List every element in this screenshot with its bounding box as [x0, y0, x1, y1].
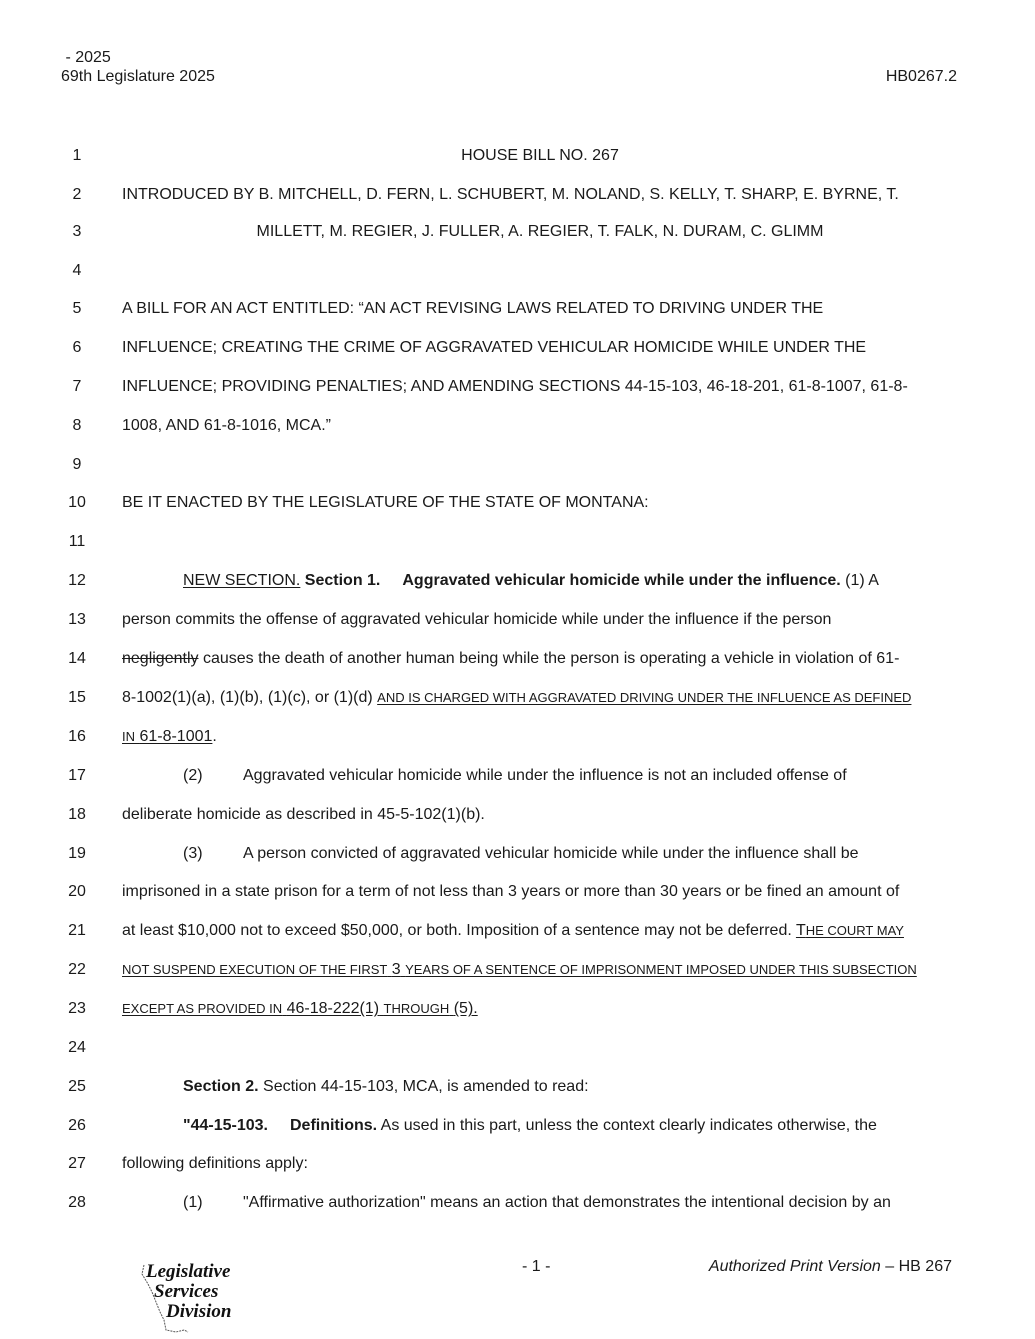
- section-text: [122, 647, 899, 671]
- bill-line: [0, 608, 1035, 632]
- page-number: - 1 -: [522, 1258, 551, 1275]
- bill-line: [0, 414, 1035, 438]
- section-text: deliberate homicide as described in 45-5-102(1)(b).: [122, 806, 485, 823]
- line-number: 2: [72, 186, 82, 203]
- bill-line: [0, 453, 1035, 477]
- bill-line: [0, 803, 1035, 827]
- line-number: 8: [72, 417, 82, 434]
- line-number: 9: [72, 456, 82, 473]
- section-text: person commits the offense of aggravated vehicular homicide while under the influence if the person: [122, 611, 832, 628]
- section-text-rest: causes the death of another human being while the person is operating a vehicle in violation of 61-: [202, 650, 900, 667]
- section-title: Aggravated vehicular homicide while under the influence.: [402, 572, 841, 589]
- line-number: 28: [68, 1194, 86, 1211]
- bill-line: [0, 530, 1035, 554]
- bill-line: [0, 569, 1035, 593]
- bill-line: [0, 297, 1035, 321]
- section-number: Section 1.: [304, 572, 381, 589]
- session-info: [61, 48, 215, 86]
- section-text: IN 61-8-1001.: [122, 728, 217, 745]
- subsection-text: (1) "Affirmative authorization" means an action that demonstrates the intentional decision by an: [183, 1191, 891, 1215]
- bill-line: [0, 647, 1035, 671]
- section-text: following definitions apply:: [122, 1155, 308, 1172]
- logo-line-division: Division: [166, 1301, 232, 1322]
- section-heading: Section 2. Section 44-15-103, MCA, is amended to read:: [183, 1078, 589, 1095]
- stricken-text: negligently: [122, 650, 199, 667]
- section-text: imprisoned in a state prison for a term of not less than 3 years or more than 30 years or be fined an amount of: [122, 883, 900, 900]
- bill-title: HOUSE BILL NO. 267: [461, 147, 619, 164]
- line-number: 24: [68, 1039, 86, 1056]
- act-title-text: A BILL FOR AN ACT ENTITLED: “AN ACT REVISING LAWS RELATED TO DRIVING UNDER THE: [122, 300, 824, 317]
- line-number: 12: [68, 572, 86, 589]
- line-number: 17: [68, 767, 86, 784]
- bill-line: [0, 1152, 1035, 1176]
- bill-line: [0, 1114, 1035, 1138]
- line-number: 23: [68, 1000, 86, 1017]
- enacting-clause: BE IT ENACTED BY THE LEGISLATURE OF THE STATE OF MONTANA:: [122, 494, 649, 511]
- logo-line-legislative: Legislative: [146, 1261, 231, 1282]
- line-number: 7: [72, 378, 82, 395]
- bill-line: [0, 375, 1035, 399]
- bill-line: [0, 880, 1035, 904]
- line-number: 15: [68, 689, 86, 706]
- sponsors-text: INTRODUCED BY B. MITCHELL, D. FERN, L. SCHUBERT, M. NOLAND, S. KELLY, T. SHARP, E. BYRNE, T.: [122, 186, 899, 203]
- line-number: 3: [72, 223, 82, 240]
- authorized-print-label: Authorized Print Version – HB 267: [708, 1258, 952, 1275]
- section-text: at least $10,000 not to exceed $50,000, or both. Imposition of a sentence may not be deferred. THE COURT MAY: [122, 922, 904, 939]
- inserted-text: AND IS CHARGED WITH AGGRAVATED DRIVING UNDER THE INFLUENCE AS DEFINED: [377, 690, 912, 705]
- line-number: 5: [72, 300, 82, 317]
- bill-line: [0, 997, 1035, 1021]
- line-number: 4: [72, 262, 82, 279]
- bill-line: [0, 919, 1035, 943]
- bill-line: [0, 764, 1035, 788]
- legislative-services-logo: [136, 1262, 246, 1336]
- line-number: 16: [68, 728, 86, 745]
- bill-line: [0, 491, 1035, 515]
- line-number: 11: [68, 533, 86, 550]
- line-number: 27: [68, 1155, 86, 1172]
- line-number: 6: [72, 339, 82, 356]
- statute-code: 44-15-103.: [190, 1117, 268, 1134]
- line-number: 20: [68, 883, 86, 900]
- inserted-text: NOT SUSPEND EXECUTION OF THE FIRST 3 YEARS OF A SENTENCE OF IMPRISONMENT IMPOSED UNDER THIS SUBSECTION: [122, 961, 917, 978]
- bill-version-id: HB0267.2: [885, 68, 957, 85]
- act-title-text: INFLUENCE; CREATING THE CRIME OF AGGRAVATED VEHICULAR HOMICIDE WHILE UNDER THE: [122, 339, 867, 356]
- line-number: 14: [68, 650, 86, 667]
- bill-line: [0, 144, 1035, 168]
- line-number: 10: [68, 494, 86, 511]
- bill-line: [0, 1191, 1035, 1215]
- inserted-text: IN 61-8-1001: [122, 728, 213, 745]
- statute-title: Definitions.: [289, 1117, 378, 1134]
- subsection-number: (2): [183, 767, 203, 784]
- sponsors-text: MILLETT, M. REGIER, J. FULLER, A. REGIER, T. FALK, N. DURAM, C. GLIMM: [256, 223, 824, 240]
- line-number: 1: [72, 147, 82, 164]
- bill-line: [0, 336, 1035, 360]
- line-number: 19: [68, 845, 86, 862]
- line-number: 26: [68, 1117, 86, 1134]
- bill-line: [0, 220, 1035, 244]
- act-title-text: INFLUENCE; PROVIDING PENALTIES; AND AMENDING SECTIONS 44-15-103, 46-18-201, 61-8-1007, 61-8-: [122, 378, 908, 395]
- section-text: (1) A: [845, 572, 879, 589]
- legislature-label: 69th Legislature 2025: [61, 68, 215, 85]
- statute-heading: "44-15-103. Definitions. As used in this part, unless the context clearly indicates otherwise, the: [183, 1117, 877, 1134]
- line-number: 18: [68, 806, 86, 823]
- act-title-text: 1008, AND 61-8-1016, MCA.”: [122, 417, 331, 434]
- session-year: - 2025: [61, 49, 111, 66]
- section-heading: [183, 569, 879, 593]
- inserted-text: EXCEPT AS PROVIDED IN 46-18-222(1) THROUGH (5).: [122, 1000, 478, 1017]
- new-section-label: NEW SECTION.: [183, 572, 301, 589]
- subsection-text: (2) Aggravated vehicular homicide while under the influence is not an included offense of: [183, 764, 847, 788]
- subsection-number: (1): [183, 1194, 203, 1211]
- bill-line: [0, 725, 1035, 749]
- bill-line: [0, 686, 1035, 710]
- subsection-text: (3) A person convicted of aggravated vehicular homicide while under the influence shall be: [183, 842, 859, 866]
- bill-line: [0, 1036, 1035, 1060]
- inserted-text: THE COURT MAY: [795, 922, 904, 939]
- bill-line: [0, 958, 1035, 982]
- line-number: 21: [68, 922, 86, 939]
- subsection-number: (3): [183, 845, 203, 862]
- section-number: Section 2.: [183, 1078, 259, 1095]
- bill-line: [0, 1075, 1035, 1099]
- logo-line-services: Services: [154, 1281, 219, 1302]
- bill-line: [0, 842, 1035, 866]
- bill-line: [0, 259, 1035, 283]
- line-number: 13: [68, 611, 86, 628]
- bill-line: [0, 183, 1035, 207]
- line-number: 25: [68, 1078, 86, 1095]
- line-number: 22: [68, 961, 86, 978]
- section-text: [122, 686, 911, 710]
- section-text-start: 8-1002(1)(a), (1)(b), (1)(c), or (1)(d): [122, 689, 373, 706]
